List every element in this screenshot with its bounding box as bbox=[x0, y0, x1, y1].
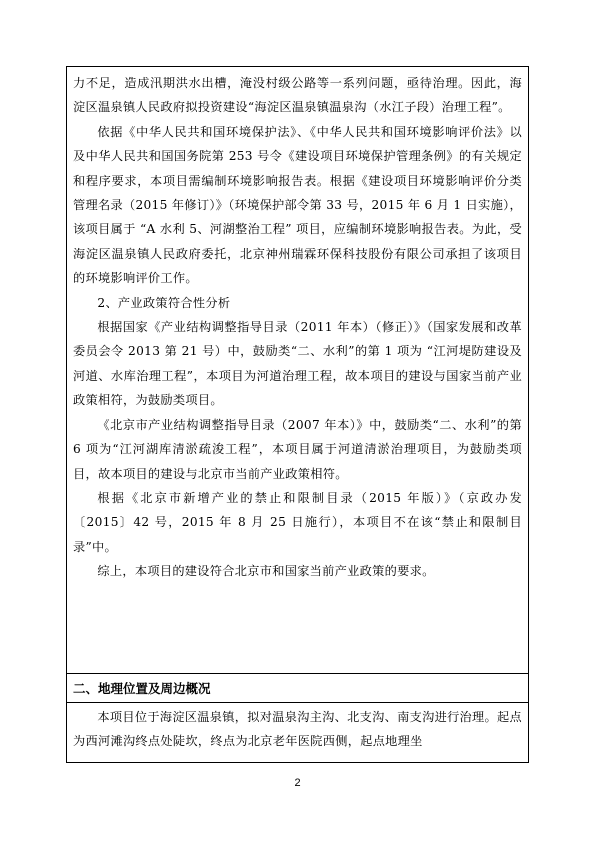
paragraph-7: 综上，本项目的建设符合北京市和国家当前产业政策的要求。 bbox=[97, 564, 435, 579]
body-text bbox=[73, 71, 522, 584]
paragraph-2: 依据《中华人民共和国环境保护法》、《中华人民共和国环境影响评价法》以及中华人民共和国国务院第 253 号令《建设项目环境保护管理条例》的有关规定和程序要求，本项目需编制环境影响报告表。根据《建设项目环境影响评价分类管理名录（2015 年修订）》（环境保护部令第 33 号，2015 年 6 月 1 日实施），该项目属于 “A 水利 5、河湖整治工程” 项目，应编制环境影响报告表。为此，受海淀区温泉镇人民政府委托，北京神州瑞霖环保科技股份有限公司承担了该项目的环境影响评价工作。 bbox=[73, 124, 522, 286]
paragraph-4: 根据国家《产业结构调整指导目录（2011 年本）（修正）》（国家发展和改革委员会令 2013 第 21 号）中，鼓励类“二、水利”的第 1 项为 “江河堤防建设及河道、水库治理工程”，本项目为河道治理工程，故本项目的建设与国家当前产业政策相符，为鼓励类项目。 bbox=[73, 320, 522, 408]
paragraph-6: 根据《北京市新增产业的禁止和限制目录（2015 年版）》（京政办发〔2015〕42 号，2015 年 8 月 25 日施行），本项目不在该“禁止和限制目录”中。 bbox=[73, 490, 522, 554]
section-heading: 二、地理位置及周边概况 bbox=[67, 673, 528, 703]
subheading-industry-policy: 2、产业政策符合性分析 bbox=[97, 295, 231, 310]
paragraph-1: 力不足，造成汛期洪水出槽，淹没村级公路等一系列问题，亟待治理。因此，海淀区温泉镇人民政府拟投资建设“海淀区温泉镇温泉沟（水江子段）治理工程”。 bbox=[73, 76, 522, 115]
paragraph-5: 《北京市产业结构调整指导目录（2007 年本）》中，鼓励类“二、水利”的第 6 项为“江河湖库清淤疏浚工程”，本项目属于河道清淤治理项目，为鼓励类项目，故本项目的建设与北京市当前产业政策相符。 bbox=[73, 417, 522, 481]
page-number: 2 bbox=[294, 777, 301, 789]
paragraph-after-heading: 本项目位于海淀区温泉镇，拟对温泉沟主沟、北支沟、南支沟进行治理。起点为西河滩沟终点处陡坎，终点为北京老年医院西侧，起点地理坐 bbox=[73, 710, 522, 749]
content-frame bbox=[66, 66, 529, 763]
